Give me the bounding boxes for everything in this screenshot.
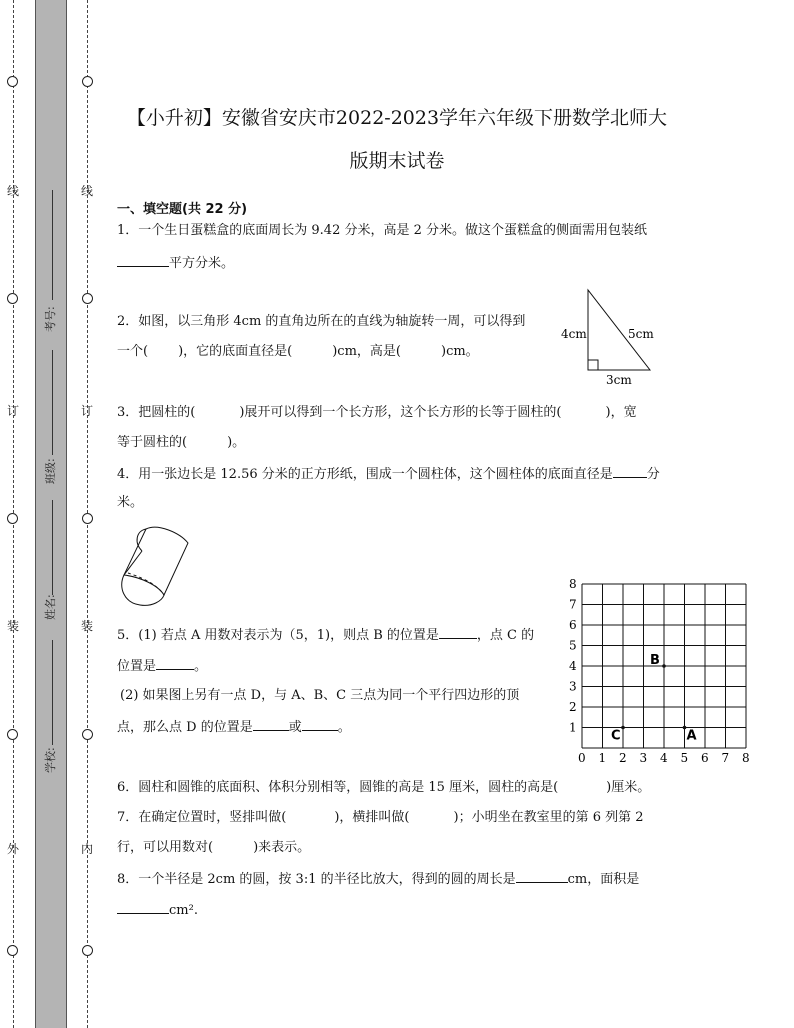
question-3-line2 bbox=[117, 434, 245, 452]
point-label-b: B bbox=[650, 653, 660, 668]
question-1-line1: 1．一个生日蛋糕盒的底面周长为 9.42 分米，高是 2 分米。做这个蛋糕盒的侧面需用包装纸 bbox=[117, 223, 648, 238]
point-label-a: A bbox=[686, 728, 697, 744]
q7-text: 7．在确定位置时，竖排叫做( bbox=[117, 810, 287, 825]
q5-text: 。 bbox=[194, 659, 208, 674]
q5-text: 点，那么点 D 的位置是 bbox=[117, 720, 253, 735]
x-tick-label: 6 bbox=[701, 751, 709, 765]
exam-number-line bbox=[52, 190, 53, 300]
binding-hole bbox=[82, 729, 93, 740]
inner-char: 订 bbox=[81, 404, 94, 418]
binding-hole bbox=[82, 293, 93, 304]
q2-text: 一个( bbox=[117, 344, 149, 359]
outer-char: 装 bbox=[7, 619, 20, 633]
x-tick-label: 5 bbox=[680, 751, 689, 765]
q5-text: ，点 C 的 bbox=[476, 628, 535, 643]
binding-hole bbox=[7, 729, 18, 740]
binding-hole bbox=[82, 945, 93, 956]
x-tick-label: 4 bbox=[660, 751, 668, 765]
point-c bbox=[621, 726, 625, 730]
class-label: 班级: bbox=[44, 458, 57, 484]
q7-text: )；小明坐在教室里的第 6 列第 2 bbox=[453, 810, 644, 825]
curled-paper-figure bbox=[118, 525, 194, 617]
q2-text: )cm，高是( bbox=[332, 344, 401, 359]
binding-hole bbox=[7, 293, 18, 304]
question-6 bbox=[117, 779, 650, 797]
answer-blank[interactable] bbox=[117, 254, 169, 267]
class-line bbox=[52, 350, 53, 455]
answer-blank[interactable] bbox=[439, 626, 477, 639]
binding-hole bbox=[7, 945, 18, 956]
y-tick-label: 2 bbox=[569, 700, 577, 714]
answer-blank[interactable] bbox=[302, 718, 338, 731]
name-label: 姓名: bbox=[44, 594, 57, 620]
q3-text: )。 bbox=[227, 435, 246, 450]
y-tick-label: 6 bbox=[569, 618, 577, 632]
triangle-left-label: 4cm bbox=[561, 327, 587, 341]
q8-text: 8．一个半径是 2cm 的圆，按 3:1 的半径比放大，得到的圆的周长是 bbox=[117, 872, 516, 887]
coordinate-grid bbox=[562, 570, 762, 770]
point-b bbox=[662, 664, 666, 668]
question-4-line2: 米。 bbox=[117, 495, 144, 510]
binding-hole bbox=[7, 513, 18, 524]
binding-hole bbox=[82, 76, 93, 87]
answer-blank[interactable] bbox=[516, 870, 568, 883]
point-label-c: C bbox=[611, 728, 621, 744]
q2-text: )cm。 bbox=[441, 344, 479, 359]
q2-text: )，它的底面直径是( bbox=[178, 344, 293, 359]
question-2-line2 bbox=[117, 343, 479, 361]
q1-text: 平方分米。 bbox=[169, 256, 235, 271]
question-7-line1 bbox=[117, 809, 644, 827]
question-5-line4 bbox=[117, 718, 351, 737]
x-tick-label: 3 bbox=[639, 751, 648, 765]
answer-blank[interactable] bbox=[156, 657, 194, 670]
question-2-line1: 2．如图，以三角形 4cm 的直角边所在的直线为轴旋转一周，可以得到 bbox=[117, 314, 526, 329]
inner-char: 装 bbox=[81, 619, 94, 633]
y-tick-label: 8 bbox=[569, 577, 577, 591]
x-tick-label: 1 bbox=[598, 751, 607, 765]
q3-text: )展开可以得到一个长方形，这个长方形的长等于圆柱的( bbox=[239, 405, 562, 420]
q4-text: 分 bbox=[646, 467, 660, 482]
q7-text: )来表示。 bbox=[253, 840, 311, 855]
answer-blank[interactable] bbox=[117, 901, 169, 914]
inner-char: 内 bbox=[81, 842, 94, 856]
answer-blank[interactable] bbox=[613, 465, 647, 478]
question-4-line1 bbox=[117, 465, 660, 484]
q3-text: 3．把圆柱的( bbox=[117, 405, 196, 420]
school-label: 学校: bbox=[44, 747, 57, 773]
q5-text: 位置是 bbox=[117, 659, 157, 674]
q5-text: 或 bbox=[288, 720, 302, 735]
outer-char: 订 bbox=[7, 404, 20, 418]
outer-char: 外 bbox=[7, 842, 20, 856]
y-tick-label: 4 bbox=[569, 659, 577, 673]
exam-number-label: 考号: bbox=[44, 306, 57, 332]
q4-text: 4．用一张边长是 12.56 分米的正方形纸，围成一个圆柱体，这个圆柱体的底面直径是 bbox=[117, 467, 613, 482]
y-tick-label: 3 bbox=[569, 679, 577, 694]
q7-text: )，横排叫做( bbox=[334, 810, 410, 825]
school-line bbox=[52, 640, 53, 745]
page-title-line2: 版期末试卷 bbox=[349, 150, 445, 172]
q8-text: cm². bbox=[169, 903, 198, 918]
q3-text: )，宽 bbox=[605, 405, 637, 420]
outer-char: 线 bbox=[7, 184, 20, 198]
triangle-figure bbox=[556, 284, 666, 388]
x-tick-label: 0 bbox=[578, 751, 586, 765]
x-tick-label: 7 bbox=[721, 751, 730, 765]
question-5-line1 bbox=[117, 626, 534, 645]
x-tick-label: 2 bbox=[619, 751, 627, 765]
x-tick-label: 8 bbox=[742, 751, 750, 765]
y-tick-label: 7 bbox=[569, 597, 577, 612]
inner-char: 线 bbox=[81, 184, 94, 198]
q6-text: )厘米。 bbox=[606, 780, 651, 795]
triangle-hyp-label: 5cm bbox=[628, 327, 654, 341]
name-line bbox=[52, 500, 53, 595]
page-title: 【小升初】安徽省安庆市2022-2023学年六年级下册数学北师大 bbox=[126, 107, 668, 129]
q7-text: 行，可以用数对( bbox=[117, 840, 214, 855]
question-7-line2 bbox=[117, 839, 310, 857]
binding-hole bbox=[7, 76, 18, 87]
question-3-line1 bbox=[117, 404, 637, 422]
answer-blank[interactable] bbox=[253, 718, 289, 731]
question-8-line2 bbox=[117, 901, 198, 920]
y-tick-label: 1 bbox=[569, 720, 577, 735]
question-5-line3: (2) 如果图上另有一点 D，与 A、B、C 三点为同一个平行四边形的顶 bbox=[120, 688, 520, 703]
y-tick-label: 5 bbox=[569, 638, 577, 653]
question-5-line2 bbox=[117, 657, 207, 676]
q6-text: 6．圆柱和圆锥的底面积、体积分别相等，圆锥的高是 15 厘米，圆柱的高是( bbox=[117, 780, 559, 795]
question-1-line2 bbox=[117, 254, 234, 273]
triangle-bottom-label: 3cm bbox=[606, 373, 632, 387]
q5-text: 。 bbox=[337, 720, 351, 735]
q8-text: cm，面积是 bbox=[567, 872, 640, 887]
section-heading: 一、填空题(共 22 分) bbox=[117, 202, 248, 217]
q3-text: 等于圆柱的( bbox=[117, 435, 188, 450]
question-8-line1 bbox=[117, 870, 639, 889]
binding-hole bbox=[82, 513, 93, 524]
q5-text: 5．(1) 若点 A 用数对表示为（5，1)，则点 B 的位置是 bbox=[117, 628, 439, 643]
